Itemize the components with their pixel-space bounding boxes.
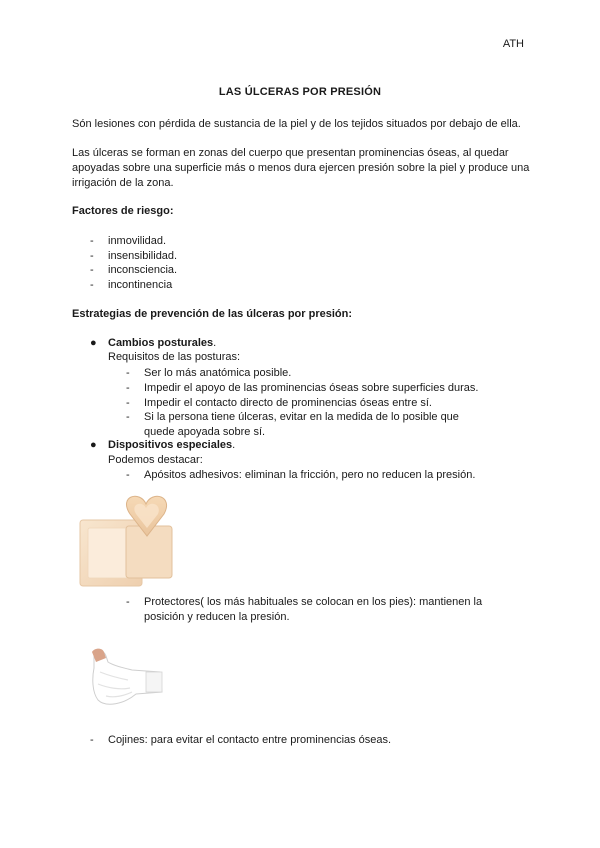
- list-item: - incontinencia: [90, 278, 177, 293]
- list-item: - Impedir el apoyo de las prominencias óseas sobre superficies duras.: [126, 381, 526, 396]
- author-initials: ATH: [502, 38, 524, 50]
- dash-marker: -: [90, 734, 94, 746]
- bullet-icon: ●: [90, 439, 97, 451]
- postural-period: .: [213, 337, 217, 349]
- list-item: - inmovilidad.: [90, 234, 177, 249]
- protectors-text-line-2: posición y reducen la presión.: [144, 611, 290, 623]
- list-item: - insensibilidad.: [90, 249, 177, 264]
- intro-paragraph: Són lesiones con pérdida de sustancia de la piel y de los tejidos situados por debajo de ella.: [72, 118, 521, 130]
- requirements-intro: Requisitos de las posturas:: [108, 351, 241, 363]
- list-item: - Impedir el contacto directo de prominencias óseas entre sí.: [126, 396, 526, 411]
- list-item: - inconsciencia.: [90, 263, 177, 278]
- adhesive-dressings-image: [78, 492, 180, 588]
- strategies-heading: Estrategias de prevención de las úlceras por presión:: [72, 308, 352, 320]
- devices-label: Dispositivos especiales: [108, 439, 233, 451]
- protectors-text-line-1: Protectores( los más habituales se colocan en los pies): mantienen la: [144, 596, 483, 608]
- bullet-icon: ●: [90, 337, 97, 349]
- requirements-list: [126, 366, 526, 440]
- cushions-text: Cojines: para evitar el contacto entre prominencias óseas.: [108, 734, 392, 746]
- devices-period: .: [232, 439, 236, 451]
- devices-intro: Podemos destacar:: [108, 454, 203, 466]
- page-title: LAS ÚLCERAS POR PRESIÓN: [218, 86, 382, 98]
- dressings-text: Apósitos adhesivos: eliminan la fricción, pero no reducen la presión.: [144, 469, 476, 481]
- risk-factor-list: [90, 234, 177, 293]
- dash-marker: -: [126, 596, 130, 608]
- dash-marker: -: [126, 469, 130, 481]
- list-item: - Ser lo más anatómica posible.: [126, 366, 526, 381]
- postural-label: Cambios posturales: [108, 337, 214, 349]
- formation-paragraph: Las úlceras se forman en zonas del cuerpo que presentan prominencias óseas, al quedar apoyadas sobre una superficie más o menos dura ejercen presión sobre la piel y produce una irrigación de la zona.: [72, 147, 530, 189]
- heel-protector-image: [84, 648, 164, 710]
- risk-heading: Factores de riesgo:: [72, 205, 174, 217]
- list-item: - Si la persona tiene úlceras, evitar en la medida de lo posible que quede apoyada sobre sí.: [126, 410, 526, 440]
